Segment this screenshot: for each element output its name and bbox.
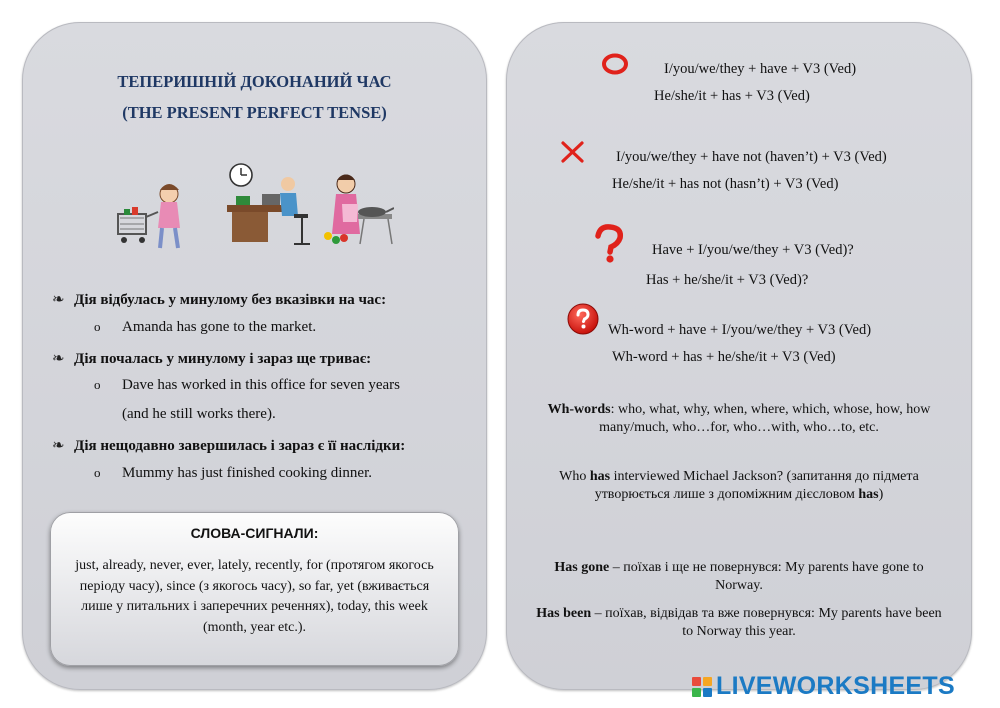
rule-bullet-2 bbox=[52, 349, 371, 368]
rule-label-2: Дія почалась у минулому і зараз ще триває: bbox=[74, 351, 372, 367]
illustration bbox=[114, 162, 394, 257]
pointing-hand-icon: ❧ bbox=[52, 292, 65, 308]
signal-words-box bbox=[50, 512, 459, 666]
logo-text: LIVEWORKSHEETS bbox=[716, 672, 955, 700]
rule-example-text-3: Mummy has just finished cooking dinner. bbox=[122, 465, 372, 481]
mother-cooking-icon bbox=[324, 175, 394, 245]
subject-question-end: ) bbox=[878, 486, 884, 502]
question-formula-1: Have + I/you/we/they + V3 (Ved)? bbox=[652, 242, 854, 258]
signal-words-title: СЛОВА-СИГНАЛИ: bbox=[190, 525, 319, 541]
pointing-hand-icon: ❧ bbox=[52, 438, 65, 454]
question-mark-icon bbox=[592, 224, 626, 264]
subject-question-middle: interviewed Michael Jackson? (запитання до підмета утворюється лише з допоміжним дієсловом bbox=[594, 469, 919, 502]
negative-formula-2: He/she/it + has not (hasn’t) + V3 (Ved) bbox=[612, 176, 839, 192]
rule-example-2 bbox=[94, 377, 400, 394]
rule-label-3: Дія нещодавно завершилась і зараз є її наслідки: bbox=[74, 438, 406, 454]
office-worker-icon bbox=[227, 164, 310, 244]
wh-words-label: Wh-words bbox=[547, 402, 611, 417]
rule-example-text-2: Dave has worked in this office for seven years bbox=[122, 377, 400, 393]
question-formula-2: Has + he/she/it + V3 (Ved)? bbox=[646, 272, 809, 288]
wh-words-paragraph bbox=[536, 401, 942, 436]
girl-with-cart-icon bbox=[118, 184, 180, 248]
wh-question-formula-1: Wh-word + have + I/you/we/they + V3 (Ved) bbox=[608, 322, 872, 338]
circle-bullet-icon: o bbox=[94, 319, 101, 334]
rule-bullet-3 bbox=[52, 436, 405, 455]
title-ukrainian: ТЕПЕРИШНІЙ ДОКОНАНИЙ ЧАС bbox=[117, 72, 392, 91]
wh-question-formula-2: Wh-word + has + he/she/it + V3 (Ved) bbox=[612, 349, 836, 365]
circle-bullet-icon: o bbox=[94, 465, 101, 480]
has-been-paragraph bbox=[536, 605, 942, 640]
has-been-label: Has been bbox=[536, 606, 592, 621]
rule-bullet-1 bbox=[52, 290, 386, 309]
affirmative-formula-2: He/she/it + has + V3 (Ved) bbox=[654, 88, 810, 104]
pointing-hand-icon: ❧ bbox=[52, 351, 65, 367]
rule-example-text-1: Amanda has gone to the market. bbox=[122, 319, 317, 335]
left-card bbox=[22, 22, 487, 690]
signal-words-text: just, already, never, ever, lately, recently, for (протягом якогось періоду часу), since (з якогось часу), so far, yet (вживається лише у питальних і заперечних реченнях), today, this week (month, year etc.). bbox=[75, 558, 434, 635]
cross-icon bbox=[558, 139, 588, 165]
liveworksheets-logo[interactable] bbox=[692, 672, 955, 701]
right-card bbox=[506, 22, 972, 690]
rule-example-3 bbox=[94, 465, 372, 482]
rule-example-1 bbox=[94, 319, 316, 336]
subject-question-has-2: has bbox=[858, 486, 879, 502]
subject-question-paragraph bbox=[536, 468, 942, 503]
subject-question-has: has bbox=[589, 469, 611, 484]
has-been-text: – поїхав, відвідав та вже повернувся: My parents have been to Norway this year. bbox=[591, 606, 942, 639]
rule-label-1: Дія відбулась у минулому без вказівки на час: bbox=[74, 292, 387, 308]
has-gone-text: – поїхав і ще не повернувся: My parents have gone to Norway. bbox=[609, 560, 924, 593]
subject-question-start: Who bbox=[559, 469, 590, 484]
logo-grid-icon bbox=[692, 677, 712, 697]
wh-words-list: : who, what, why, when, where, which, whose, how, how many/much, who…for, who…with, who…to, etc. bbox=[599, 402, 931, 435]
title-english: (THE PRESENT PERFECT TENSE) bbox=[122, 103, 387, 122]
circle-bullet-icon: o bbox=[94, 377, 101, 392]
rule-example-2-continued: (and he still works there). bbox=[122, 406, 276, 422]
negative-formula-1: I/you/we/they + have not (haven’t) + V3 (Ved) bbox=[616, 149, 887, 165]
circle-o-icon bbox=[600, 52, 630, 76]
has-gone-paragraph bbox=[536, 559, 942, 594]
has-gone-label: Has gone bbox=[554, 560, 610, 575]
question-circle-icon bbox=[566, 302, 600, 336]
affirmative-formula-1: I/you/we/they + have + V3 (Ved) bbox=[664, 61, 857, 77]
